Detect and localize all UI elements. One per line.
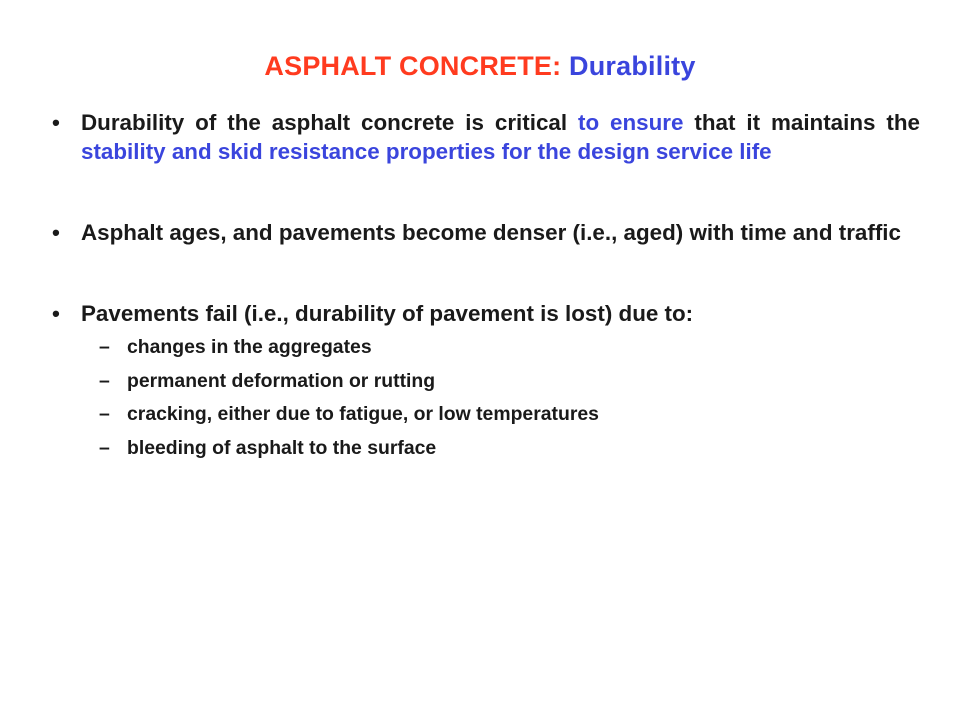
sub-item-aggregates — [52, 334, 920, 360]
bullet-item-durability — [52, 108, 920, 167]
sub-item-cracking — [52, 401, 920, 427]
bullet-text-segment: Pavements fail (i.e., durability of pavement is lost) due to: — [81, 300, 694, 326]
bullet-marker: • — [52, 300, 60, 326]
sub-item-rutting — [52, 368, 920, 394]
bullet-text-highlight: stability and skid resistance properties for the design service life — [81, 139, 772, 165]
title-main: ASPHALT CONCRETE: — [264, 51, 562, 81]
failure-causes-list — [52, 334, 920, 461]
sub-item-bleeding — [52, 435, 920, 461]
bullet-item-aging — [52, 218, 920, 247]
title-subtitle: Durability — [569, 51, 696, 81]
sub-item-text: permanent deformation or rutting — [127, 369, 436, 392]
slide-title — [0, 48, 960, 84]
sub-marker: – — [99, 336, 110, 359]
sub-item-text: bleeding of asphalt to the surface — [127, 436, 437, 459]
bullet-list — [52, 108, 920, 468]
bullet-marker: • — [52, 219, 60, 245]
bullet-text-segment: that it maintains the — [683, 110, 920, 135]
bullet-text-highlight: to ensure — [578, 110, 684, 135]
bullet-text-segment: Asphalt ages, and pavements become denser (i.e., aged) with time and traffic — [81, 219, 901, 245]
sub-marker: – — [99, 403, 110, 426]
bullet-item-failure — [52, 299, 920, 328]
sub-marker: – — [99, 369, 110, 392]
bullet-text-segment: Durability of the asphalt concrete is critical — [81, 110, 578, 135]
sub-item-text: changes in the aggregates — [127, 336, 372, 359]
sub-marker: – — [99, 436, 110, 459]
bullet-marker: • — [52, 110, 60, 135]
sub-item-text: cracking, either due to fatigue, or low temperatures — [127, 403, 599, 426]
